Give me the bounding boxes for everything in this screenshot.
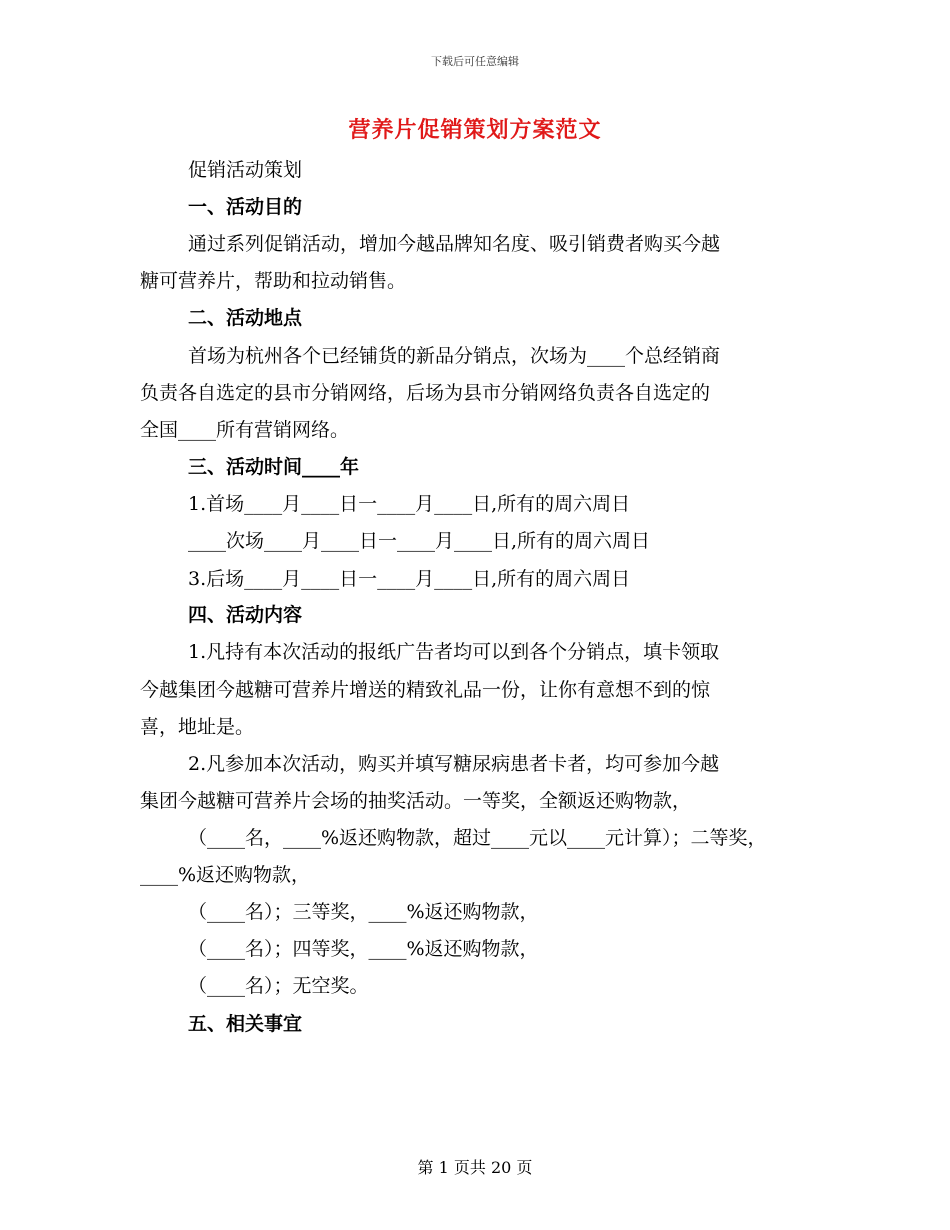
text-line: 2.凡参加本次活动，购买并填写糖尿病患者卡者，均可参加今越 bbox=[188, 753, 720, 775]
section-heading: 五、相关事宜 bbox=[188, 1013, 303, 1035]
document-title: 营养片促销策划方案范文 bbox=[348, 117, 602, 143]
section-heading: 三、活动时间____年 bbox=[188, 456, 360, 478]
text-line: 全国____所有营销网络。 bbox=[140, 419, 350, 441]
text-line: 3.后场____月____日一____月____日,所有的周六周日 bbox=[188, 568, 631, 590]
section-heading: 四、活动内容 bbox=[188, 604, 303, 626]
section-heading: 二、活动地点 bbox=[188, 307, 303, 329]
text-line: 集团今越糖可营养片会场的抽奖活动。一等奖，全额返还购物款， bbox=[140, 790, 692, 812]
text-line: 通过系列促销活动，增加今越品牌知名度、吸引销费者购买今越 bbox=[188, 233, 721, 255]
text-line: 首场为杭州各个已经铺货的新品分销点，次场为____个总经销商 bbox=[188, 345, 721, 367]
text-line: 喜，地址是。 bbox=[140, 716, 255, 738]
text-line: 促销活动策划 bbox=[188, 159, 303, 181]
text-line: 糖可营养片，帮助和拉动销售。 bbox=[140, 270, 407, 292]
text-line: 今越集团今越糖可营养片增送的精致礼品一份，让你有意想不到的惊 bbox=[140, 679, 711, 701]
text-line: （____名）；无空奖。 bbox=[188, 975, 369, 997]
text-line: （____名）；三等奖，____%返还购物款， bbox=[188, 901, 539, 923]
text-line: 负责各自选定的县市分销网络，后场为县市分销网络负责各自选定的 bbox=[140, 382, 711, 404]
page-header: 下载后可任意编辑 bbox=[431, 55, 519, 68]
text-line: （____名）；四等奖，____%返还购物款， bbox=[188, 938, 539, 960]
text-line: 1.首场____月____日一____月____日,所有的周六周日 bbox=[188, 493, 631, 515]
text-line: （____名，____%返还购物款，超过____元以____元计算）；二等奖， bbox=[188, 827, 767, 849]
section-heading: 一、活动目的 bbox=[188, 196, 303, 218]
text-line: ____%返还购物款， bbox=[140, 864, 311, 886]
page-footer: 第 1 页共 20 页 bbox=[417, 1158, 533, 1177]
text-line: 1.凡持有本次活动的报纸广告者均可以到各个分销点，填卡领取 bbox=[188, 641, 720, 663]
text-line: ____次场____月____日一____月____日,所有的周六周日 bbox=[188, 530, 651, 552]
